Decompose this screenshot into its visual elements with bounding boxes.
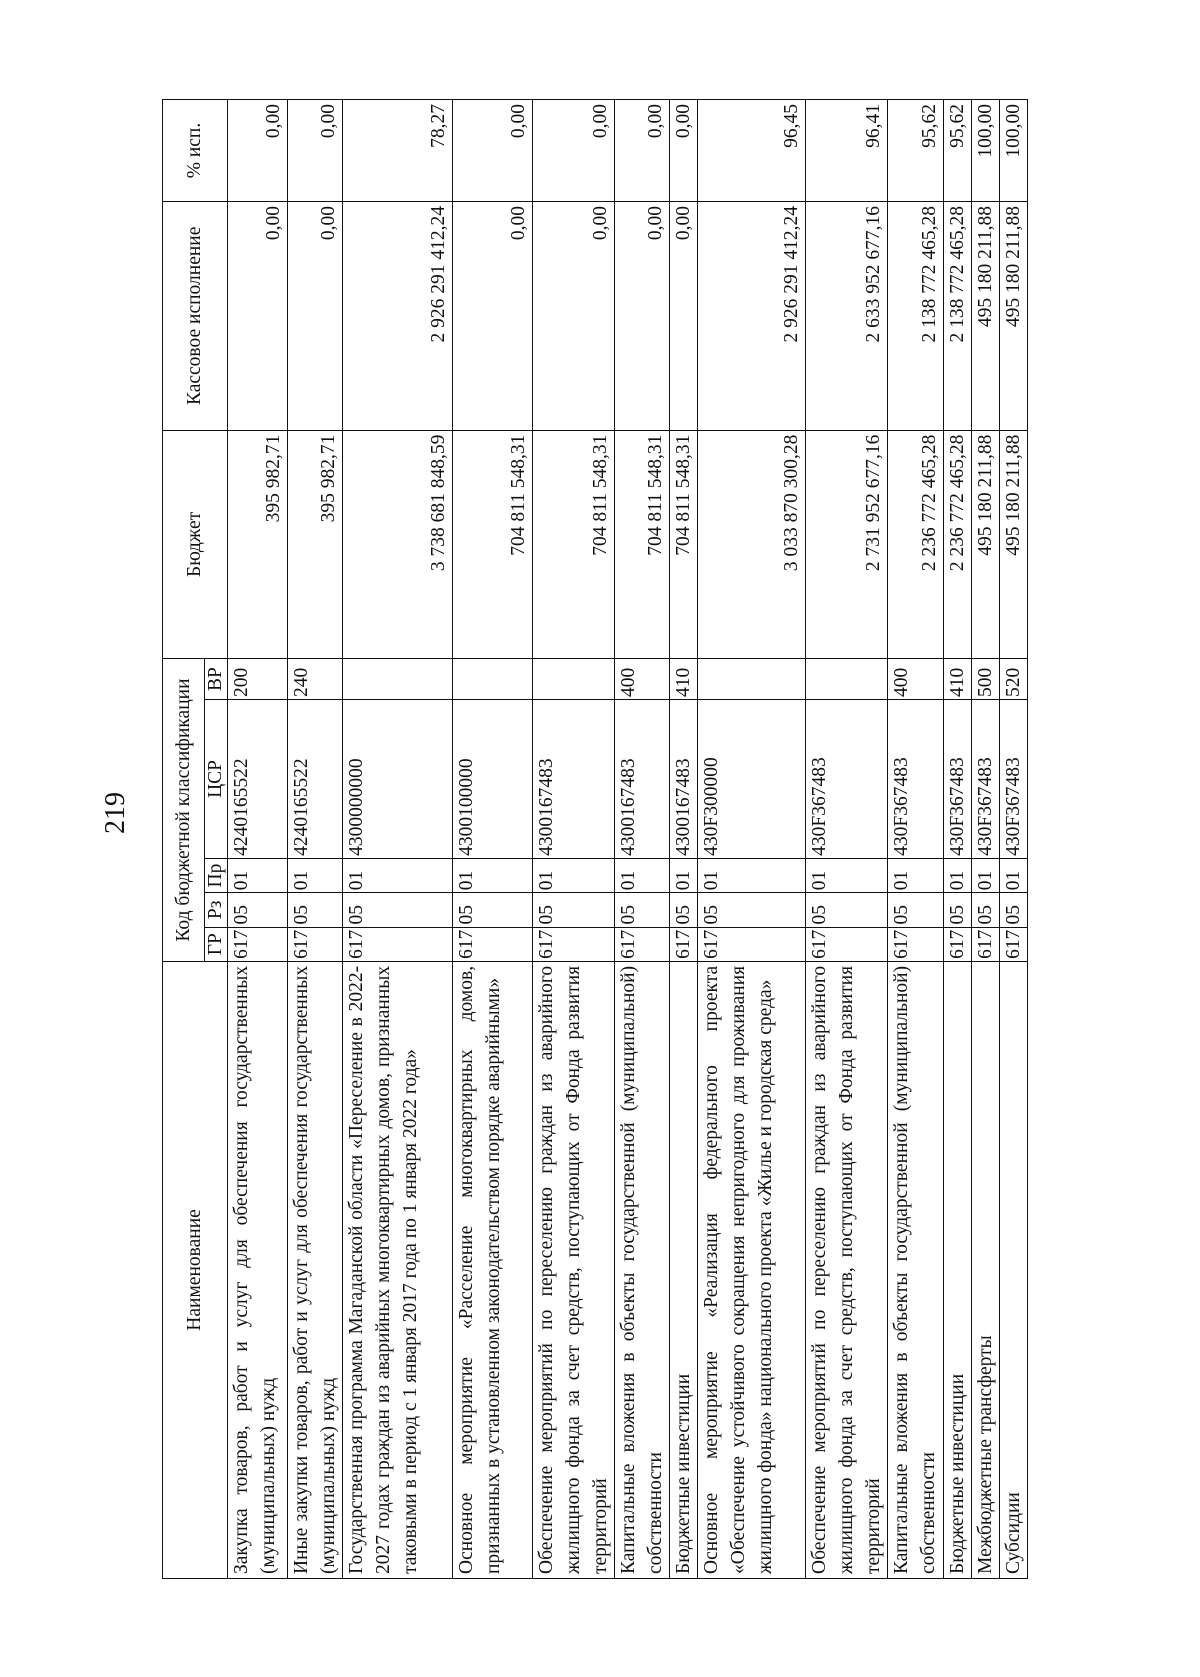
header-name: Наименование <box>163 961 228 1578</box>
row-budget: 2 236 772 465,28 <box>944 430 972 659</box>
row-rz: 05 <box>288 893 343 927</box>
row-vr <box>806 659 888 700</box>
row-cash: 495 180 211,88 <box>1000 202 1028 431</box>
row-budget: 3 033 870 300,28 <box>698 430 806 659</box>
row-csr: 430F300000 <box>698 700 806 859</box>
row-cash: 495 180 211,88 <box>972 202 1000 431</box>
row-pr: 01 <box>533 858 615 892</box>
row-rz: 05 <box>670 893 698 927</box>
row-pct: 96,41 <box>806 100 888 202</box>
row-pct: 0,00 <box>533 100 615 202</box>
row-cash: 2 926 291 412,24 <box>343 202 453 431</box>
row-pr: 01 <box>453 858 533 892</box>
row-budget: 2 236 772 465,28 <box>888 430 944 659</box>
row-csr: 4240165522 <box>288 700 343 859</box>
row-budget: 495 180 211,88 <box>1000 430 1028 659</box>
row-gr: 617 <box>670 927 698 961</box>
row-pr: 01 <box>888 858 944 892</box>
row-gr: 617 <box>533 927 615 961</box>
row-vr: 200 <box>228 659 288 700</box>
table-row <box>698 100 806 1579</box>
row-csr: 4300167483 <box>670 700 698 859</box>
row-gr: 617 <box>806 927 888 961</box>
header-gr: ГР <box>205 927 228 961</box>
row-pct: 0,00 <box>615 100 670 202</box>
row-name: Капитальные вложения в объекты государственной (муниципальной) собственности <box>888 961 944 1578</box>
table-row <box>670 100 698 1579</box>
row-csr: 4300100000 <box>453 700 533 859</box>
row-gr: 617 <box>228 927 288 961</box>
row-budget: 395 982,71 <box>288 430 343 659</box>
row-gr: 617 <box>888 927 944 961</box>
row-cash: 2 138 772 465,28 <box>944 202 972 431</box>
row-pct: 96,45 <box>698 100 806 202</box>
budget-table <box>162 99 1028 1579</box>
row-budget: 2 731 952 677,16 <box>806 430 888 659</box>
row-vr: 400 <box>888 659 944 700</box>
row-vr: 400 <box>615 659 670 700</box>
row-pr: 01 <box>615 858 670 892</box>
table-row <box>888 100 944 1579</box>
row-pr: 01 <box>972 858 1000 892</box>
header-code-group: Код бюджетной классификации <box>163 659 205 962</box>
row-rz: 05 <box>944 893 972 927</box>
table-row <box>288 100 343 1579</box>
row-rz: 05 <box>228 893 288 927</box>
row-vr <box>533 659 615 700</box>
row-budget: 704 811 548,31 <box>670 430 698 659</box>
header-csr: ЦСР <box>205 700 228 859</box>
row-pct: 0,00 <box>228 100 288 202</box>
row-pct: 100,00 <box>1000 100 1028 202</box>
row-rz: 05 <box>533 893 615 927</box>
row-name: Обеспечение мероприятий по переселению граждан из аварийного жилищного фонда за счет средств, поступающих от Фонда развития территорий <box>806 961 888 1578</box>
row-gr: 617 <box>1000 927 1028 961</box>
row-budget: 395 982,71 <box>228 430 288 659</box>
row-budget: 704 811 548,31 <box>453 430 533 659</box>
row-name: Закупка товаров, работ и услуг для обеспечения государственных (муниципальных) нужд <box>228 961 288 1578</box>
table-row <box>972 100 1000 1579</box>
row-name: Бюджетные инвестиции <box>670 961 698 1578</box>
row-gr: 617 <box>343 927 453 961</box>
row-gr: 617 <box>972 927 1000 961</box>
row-pr: 01 <box>670 858 698 892</box>
table-body <box>228 100 1028 1579</box>
page-number: 219 <box>100 792 131 834</box>
row-cash: 0,00 <box>533 202 615 431</box>
row-name: Государственная программа Магаданской области «Переселение в 2022-2027 годах граждан из аварийных многоквартирных домов, признанных таковыми в период с 1 января 2017 года по 1 января 2022 года» <box>343 961 453 1578</box>
row-budget: 704 811 548,31 <box>533 430 615 659</box>
row-csr: 4300167483 <box>533 700 615 859</box>
table-row <box>228 100 288 1579</box>
row-pr: 01 <box>1000 858 1028 892</box>
table-row <box>615 100 670 1579</box>
row-csr: 430F367483 <box>806 700 888 859</box>
row-cash: 2 138 772 465,28 <box>888 202 944 431</box>
header-rz: Рз <box>205 893 228 927</box>
row-pct: 95,62 <box>888 100 944 202</box>
row-name: Межбюджетные трансферты <box>972 961 1000 1578</box>
rotated-table-frame <box>162 99 1024 1579</box>
row-rz: 05 <box>343 893 453 927</box>
row-pr: 01 <box>944 858 972 892</box>
row-name: Основное мероприятие «Реализация федерального проекта «Обеспечение устойчивого сокращения непригодного для проживания жилищного фонда» национального проекта «Жилье и городская среда» <box>698 961 806 1578</box>
header-budget: Бюджет <box>163 430 228 659</box>
header-cash: Кассовое исполнение <box>163 202 228 431</box>
row-vr: 500 <box>972 659 1000 700</box>
row-name: Основное мероприятие «Расселение многоквартирных домов, признанных в установленном законодательством порядке аварийными» <box>453 961 533 1578</box>
row-pct: 0,00 <box>288 100 343 202</box>
table-row <box>944 100 972 1579</box>
row-rz: 05 <box>888 893 944 927</box>
row-csr: 430F367483 <box>944 700 972 859</box>
row-budget: 495 180 211,88 <box>972 430 1000 659</box>
row-name: Субсидии <box>1000 961 1028 1578</box>
row-rz: 05 <box>972 893 1000 927</box>
header-pct: % исп. <box>163 100 228 202</box>
row-csr: 4300000000 <box>343 700 453 859</box>
row-pr: 01 <box>806 858 888 892</box>
row-pct: 95,62 <box>944 100 972 202</box>
row-rz: 05 <box>698 893 806 927</box>
row-csr: 430F367483 <box>888 700 944 859</box>
row-gr: 617 <box>288 927 343 961</box>
row-name: Обеспечение мероприятий по переселению граждан из аварийного жилищного фонда за счет средств, поступающих от Фонда развития территорий <box>533 961 615 1578</box>
table-row <box>343 100 453 1579</box>
row-vr: 240 <box>288 659 343 700</box>
row-vr <box>698 659 806 700</box>
row-vr: 520 <box>1000 659 1028 700</box>
row-rz: 05 <box>1000 893 1028 927</box>
row-vr: 410 <box>670 659 698 700</box>
row-cash: 0,00 <box>453 202 533 431</box>
row-gr: 617 <box>453 927 533 961</box>
row-vr <box>343 659 453 700</box>
row-pct: 100,00 <box>972 100 1000 202</box>
row-csr: 430F367483 <box>1000 700 1028 859</box>
row-cash: 0,00 <box>288 202 343 431</box>
header-pr: Пр <box>205 858 228 892</box>
row-pct: 0,00 <box>453 100 533 202</box>
row-rz: 05 <box>453 893 533 927</box>
header-vr: ВР <box>205 659 228 700</box>
table-row <box>806 100 888 1579</box>
row-csr: 430F367483 <box>972 700 1000 859</box>
table-row <box>1000 100 1028 1579</box>
row-cash: 0,00 <box>670 202 698 431</box>
row-gr: 617 <box>944 927 972 961</box>
row-pr: 01 <box>343 858 453 892</box>
row-budget: 704 811 548,31 <box>615 430 670 659</box>
row-rz: 05 <box>806 893 888 927</box>
row-name: Бюджетные инвестиции <box>944 961 972 1578</box>
row-rz: 05 <box>615 893 670 927</box>
row-budget: 3 738 681 848,59 <box>343 430 453 659</box>
row-csr: 4240165522 <box>228 700 288 859</box>
row-name: Капитальные вложения в объекты государственной (муниципальной) собственности <box>615 961 670 1578</box>
row-gr: 617 <box>698 927 806 961</box>
row-cash: 2 926 291 412,24 <box>698 202 806 431</box>
row-cash: 0,00 <box>615 202 670 431</box>
row-cash: 2 633 952 677,16 <box>806 202 888 431</box>
row-vr <box>453 659 533 700</box>
table-row <box>533 100 615 1579</box>
row-pr: 01 <box>288 858 343 892</box>
row-pr: 01 <box>228 858 288 892</box>
row-gr: 617 <box>615 927 670 961</box>
row-vr: 410 <box>944 659 972 700</box>
row-name: Иные закупки товаров, работ и услуг для обеспечения государственных (муниципальных) нужд <box>288 961 343 1578</box>
table-row <box>453 100 533 1579</box>
row-cash: 0,00 <box>228 202 288 431</box>
row-pct: 78,27 <box>343 100 453 202</box>
row-pct: 0,00 <box>670 100 698 202</box>
row-pr: 01 <box>698 858 806 892</box>
row-csr: 4300167483 <box>615 700 670 859</box>
